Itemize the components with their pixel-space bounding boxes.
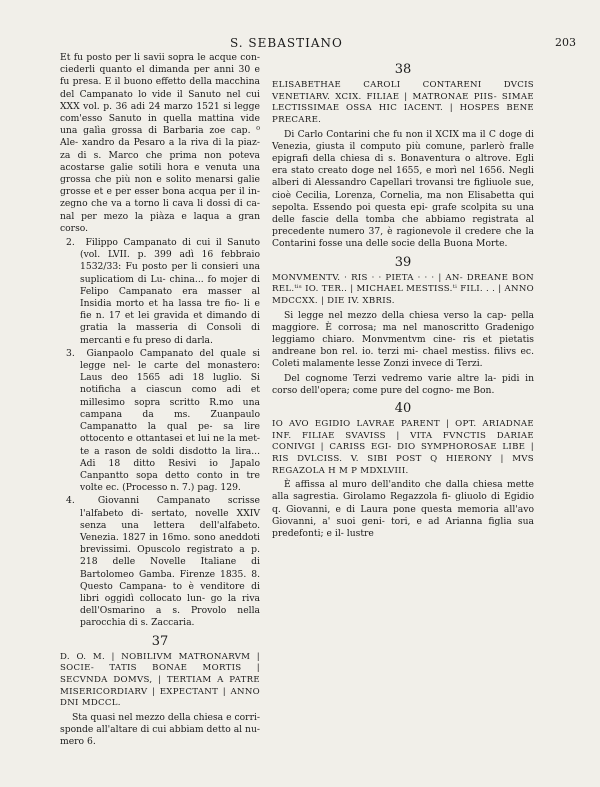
list-item-number: 2. <box>66 237 75 249</box>
inscription-number-38: 38 <box>394 62 412 77</box>
list-item-4 <box>60 495 260 629</box>
list-item-number: 3. <box>66 347 75 359</box>
list-item-text: Gianpaolo Campanato del quale si legge nel- le carte del monastero: Laus deo 1565 adi 18 luglio. Si notificha a ciascun como adi et millesimo sopra scritto R.mo una campana da ms. Zuanpaulo Campanatto la qual pe- sa lire ottocento e ottantasei et lui ne la met- te a rason de soldi disdotto la lira... Adi 18 ditto Resivi io Japalo Canpantto sopa detto conto in tre volte ec. (Processo n. 7.) pag. 129. <box>80 347 260 494</box>
list-item-2 <box>60 237 260 347</box>
page-header <box>0 36 600 52</box>
commentary-38: Di Carlo Contarini che fu non il XCIX ma il C doge di Venezia, giusta il computo più comune, parlerò fralle epigrafi della chiesa di s. Bonaventura o altrove. Egli era stato creato doge nel 1655, e morì nel 1656. Negli alberi di Alessandro Capellari trovansi tre figliuole sue, cioè Cecilia, Lorenza, Cornelia, ma non Elisabetta qui sepolta. Essendo poi questa epi- grafe scolpita su una delle fascie della tomba che abbiamo registrata al precedente numero 37, è ragionevole il credere che la Contarini fosse una delle socie della Buona Morte. <box>272 128 534 250</box>
left-column <box>60 52 260 750</box>
list-item-text: Filippo Campanato di cui il Sanuto (vol. LVII. p. 399 adì 16 febbraio 1532/33: Fu posto per li consieri una suplicatiom di Lu- china... fo mojer di Felipo Campanato era masser al Insidia morto et ha lassa tre fio- li e fie n. 17 et lei gravida et dimando di gratia la masseria di Consoli di mercanti e fu preso di darla. <box>80 237 260 346</box>
commentary-40: È affissa al muro dell'andito che dalla chiesa mette alla sagrestia. Girolamo Regazzola fi- gliuolo di Egidio q. Giovanni, e di Laura pone questa memoria all'avo Giovanni, a' suoi geni- tori, e ad Arianna figlia sua predefonti; e il- lustre <box>272 479 534 539</box>
inscription-number-37: 37 <box>151 633 169 649</box>
list-item-text: Giovanni Campanato scrisse l'alfabeto di- sertato, novelle XXIV senza una lettera dell'alfabeto. Venezia. 1827 in 16mo. sono aneddoti brevissimi. Opuscolo registrato a p. 218 delle Novelle Italiane di Bartolomeo Gamba. Firenze 1835. 8. Questo Campana- to è venditore di libri oggidì collocato lun- go la riva dell'Osmarino a s. Provolo nella parocchia di s. Zaccaria. <box>80 495 260 629</box>
commentary-39b: Del cognome Terzi vedremo varie altre la- pidi in corso dell'opera; come pure del cogno- me Bon. <box>272 372 534 396</box>
inscription-38: ELISABETHAE CAROLI CONTARENI DVCIS VENETIARV. XCIX. FILIAE | MATRONAE PIIS- SIMAE LECTISSIMAE OSSA HIC IACENT. | HOSPES BENE PRECARE. <box>272 80 534 125</box>
commentary-39: Si legge nel mezzo della chiesa verso la cap- pella maggiore. È corrosa; ma nel manoscritto Gradenigo leggiamo chiaro. Monvmentvm cine- ris et pietatis andreane bon rel. io. terzi mi- chael mestiss. filivs ec. Coleti malamente lesse Zonzi invece di Terzi. <box>272 309 534 370</box>
list-item-3 <box>60 348 260 494</box>
commentary-37: Sta quasi nel mezzo della chiesa e corri- sponde all'altare di cui abbiam detto al nu- mero 6. <box>60 711 260 748</box>
inscription-39: MONVMENTV. · RIS · · PIETA · · · | AN- DREANE BON REL.ᵗⁱˢ IO. TER.. | MICHAEL MESTISS.ᵗⁱ FILI. . . | ANNO MDCCXX. | DIE IV. XBRIS. <box>272 272 534 306</box>
left-paragraph-1: Et fu posto per li savii sopra le acque con- ciederli quanto el dimanda per anni 30 e fu presa. E il buono effetto della macchina del Campanato lo vide il Sanuto nel cui XXX vol. p. 36 adi 24 marzo 1521 si legge com'esso Sanuto in quella mattina vide una galìa grossa di Barbaria zoe cap. ⁰ Ale- xandro da Pesaro a la riva di la piaz- za di s. Marco che prima non poteva acostarse galie sotili hora e venuta una grossa che più non e solito menarsi galie grosse et e per esser bona acqua per il in- zegno che va a torno li cava li dossi di ca- nal per mezo la piàza e laqua a gran corso. <box>60 52 260 234</box>
inscription-number-39: 39 <box>394 254 412 270</box>
inscription-37: D. O. M. | NOBILIVM MATRONARVM | SOCIE- TATIS BONAE MORTIS | SECVNDA DOMVS, | TERTIAM A PATRE MISERICORDIARV | EXPECTANT | ANNO DNI MDCCL. <box>60 651 260 709</box>
running-head: S. SEBASTIANO <box>230 36 343 50</box>
right-column <box>272 52 534 542</box>
inscription-number-40: 40 <box>394 401 412 417</box>
inscription-40: IO AVO EGIDIO LAVRAE PARENT | OPT. ARIADNAE INF. FILIAE SVAVISS | VITA FVNCTIS DARIAE CONIVGI | CARISS EGI- DIO SYMPHOROSAE LIBE | RIS DVLCISS. V. SIBI POST Q HIERONY | MVS REGAZOLA H M P MDXLVIII. <box>272 419 534 476</box>
list-item-number: 4. <box>66 495 75 507</box>
page-number: 203 <box>555 36 576 49</box>
